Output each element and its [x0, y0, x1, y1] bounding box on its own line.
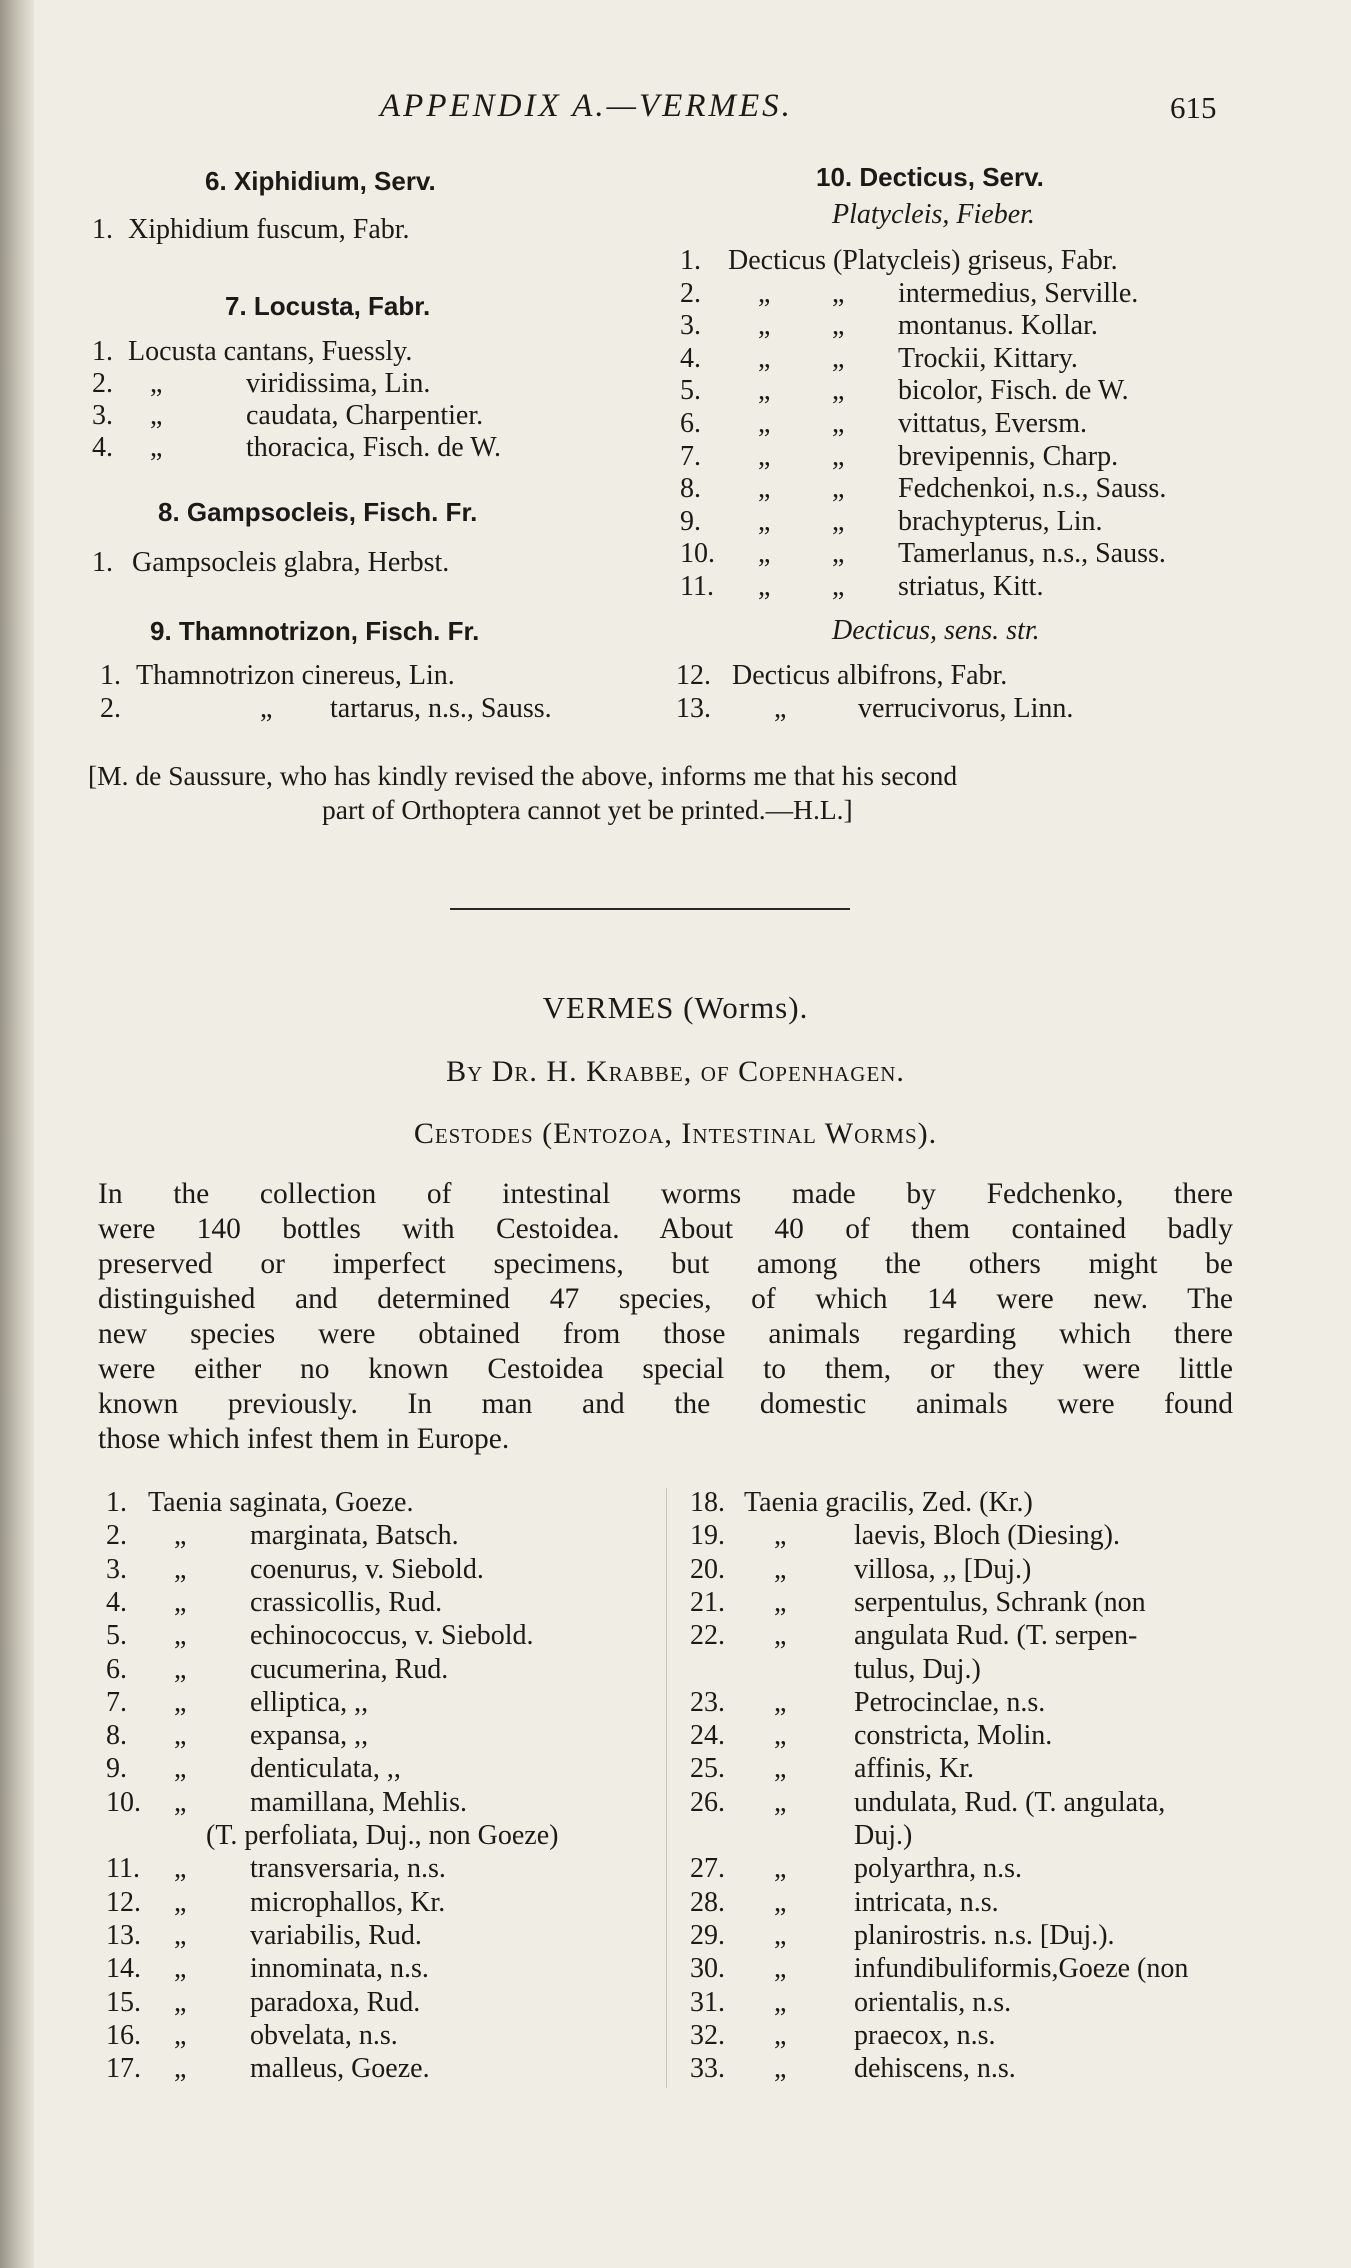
item-number: 4.: [680, 342, 701, 374]
item-text: vittatus, Eversm.: [898, 408, 1087, 439]
item-number: 11.: [680, 571, 714, 602]
ditto-mark: „: [260, 693, 273, 724]
ditto-mark: „: [150, 368, 163, 399]
item-number: 1.: [680, 245, 701, 276]
list-item: [690, 2053, 1280, 2087]
item-text: Thamnotrizon cinereus, Lin.: [136, 660, 455, 691]
item-number: 3.: [92, 400, 113, 431]
item-text: affinis, Kr.: [854, 1753, 975, 1785]
item-text: coenurus, v. Siebold.: [250, 1553, 484, 1585]
item-text: verrucivorus, Linn.: [858, 693, 1074, 724]
list-item: [106, 1887, 656, 1921]
item-number: 3.: [106, 1553, 127, 1585]
list-item: [106, 1587, 656, 1621]
list-item: [106, 1554, 656, 1588]
list-item: [680, 571, 1260, 605]
list-item: [92, 547, 652, 581]
ditto-mark: „: [774, 1986, 787, 2018]
list-item: [690, 1987, 1280, 2021]
list-item: [100, 693, 660, 727]
paragraph-line: known previously. In man and the domestic animals were found: [98, 1388, 1233, 1420]
item-number: 13.: [106, 1919, 141, 1951]
item-number: 33.: [690, 2053, 725, 2085]
list-item: [106, 1853, 656, 1887]
item-number: 5.: [106, 1620, 127, 1652]
ditto-mark: „: [150, 432, 163, 463]
item-number: 29.: [690, 1919, 725, 1951]
list-item: [106, 1920, 656, 1954]
list-item: [680, 441, 1260, 475]
item-number: 25.: [690, 1753, 725, 1785]
list-item: [106, 1987, 656, 2021]
item-number: 7.: [106, 1686, 127, 1718]
ditto-mark: „: [758, 571, 771, 602]
item-number: 1.: [92, 547, 113, 578]
ditto-mark: „: [174, 1520, 187, 1552]
item-number: 32.: [690, 2019, 725, 2051]
item-text: malleus, Goeze.: [250, 2053, 430, 2085]
list-item: [680, 473, 1260, 507]
genus-heading-locusta: 7. Locusta, Fabr.: [225, 291, 431, 321]
list-item: [106, 1687, 656, 1721]
list-item: [106, 1520, 656, 1554]
list-item: [676, 660, 1256, 694]
ditto-mark: „: [774, 1953, 787, 1985]
list-item: [92, 432, 652, 466]
item-number: 4.: [92, 432, 113, 463]
list-item: [690, 1587, 1280, 1621]
ditto-mark: „: [174, 1686, 187, 1718]
item-text: microphallos, Kr.: [250, 1886, 446, 1918]
ditto-mark: „: [758, 538, 771, 570]
list-item: [680, 538, 1260, 572]
ditto-mark: „: [774, 1686, 787, 1718]
item-text: marginata, Batsch.: [250, 1520, 459, 1552]
item-text: tartarus, n.s., Sauss.: [330, 693, 552, 724]
ditto-mark: „: [832, 538, 845, 570]
ditto-mark: „: [774, 1586, 787, 1618]
item-text: cucumerina, Rud.: [250, 1653, 449, 1685]
list-item: [690, 1820, 1280, 1854]
item-text: planirostris. n.s. [Duj.).: [854, 1919, 1115, 1951]
ditto-mark: „: [832, 571, 845, 602]
paragraph-line: were either no known Cestoidea special to them, or they were little: [98, 1353, 1233, 1385]
item-text: Decticus albifrons, Fabr.: [732, 660, 1008, 691]
ditto-mark: „: [832, 408, 845, 439]
item-number: 24.: [690, 1720, 725, 1752]
intro-paragraph: [98, 1177, 1233, 1457]
item-text: Fedchenkoi, n.s., Sauss.: [898, 473, 1167, 505]
item-number: 27.: [690, 1853, 725, 1885]
item-text: Petrocinclae, n.s.: [854, 1686, 1046, 1718]
ditto-mark: „: [174, 2053, 187, 2085]
item-text: constricta, Molin.: [854, 1720, 1053, 1752]
ditto-mark: „: [758, 408, 771, 439]
item-number: 17.: [106, 2053, 141, 2085]
ditto-mark: „: [174, 1919, 187, 1951]
item-text: undulata, Rud. (T. angulata,: [854, 1786, 1166, 1818]
item-number: 11.: [106, 1853, 140, 1885]
item-text: Gampsocleis glabra, Herbst.: [132, 547, 450, 578]
item-number: 14.: [106, 1953, 141, 1985]
item-text: viridissima, Lin.: [246, 368, 431, 399]
item-text: infundibuliformis,Goeze (non: [854, 1953, 1189, 1985]
ditto-mark: „: [774, 2019, 787, 2051]
ditto-mark: „: [774, 1919, 787, 1951]
item-number: 3.: [680, 310, 701, 342]
item-number: 1.: [92, 214, 113, 245]
item-text: brevipennis, Charp.: [898, 440, 1119, 472]
item-number: 12.: [676, 660, 711, 691]
item-number: 20.: [690, 1553, 725, 1585]
list-item: [690, 1687, 1280, 1721]
list-item: [690, 1920, 1280, 1954]
item-text: orientalis, n.s.: [854, 1986, 1012, 2018]
list-item: [106, 1787, 656, 1821]
list-item: [690, 1554, 1280, 1588]
column-divider: [666, 1488, 667, 2088]
item-text: innominata, n.s.: [250, 1953, 429, 1985]
item-number: 9.: [680, 505, 701, 537]
section-divider-rule: [450, 908, 850, 910]
item-number: 5.: [680, 375, 701, 407]
item-number: 2.: [106, 1520, 127, 1552]
item-text: striatus, Kitt.: [898, 571, 1044, 602]
item-number: 1.: [106, 1487, 127, 1518]
list-item: [680, 375, 1260, 409]
ditto-mark: „: [832, 277, 845, 309]
item-text: variabilis, Rud.: [250, 1919, 422, 1951]
list-item: [106, 2053, 656, 2087]
ditto-mark: „: [174, 1653, 187, 1685]
list-item: [92, 214, 652, 248]
editorial-note-line-2: part of Orthoptera cannot yet be printed.—H.L.]: [322, 794, 853, 825]
item-number: 1.: [92, 336, 113, 367]
list-item: [690, 2020, 1280, 2054]
ditto-mark: „: [174, 1720, 187, 1752]
list-item: [92, 336, 652, 370]
item-number: 2.: [92, 368, 113, 399]
ditto-mark: „: [832, 440, 845, 472]
ditto-mark: „: [832, 342, 845, 374]
genus-heading-thamnotrizon: 9. Thamnotrizon, Fisch. Fr.: [150, 616, 480, 646]
genus-heading-gampsocleis: 8. Gampsocleis, Fisch. Fr.: [158, 497, 478, 527]
item-text: Taenia gracilis, Zed. (Kr.): [744, 1487, 1033, 1518]
ditto-mark: „: [758, 440, 771, 472]
item-text: elliptica, ,,: [250, 1686, 369, 1718]
item-text: brachypterus, Lin.: [898, 505, 1103, 537]
list-item: [106, 1654, 656, 1688]
list-item: [690, 1887, 1280, 1921]
item-text: denticulata, ,,: [250, 1753, 401, 1785]
byline: By Dr. H. Krabbe, of Copenhagen.: [446, 1055, 905, 1088]
item-number: 6.: [106, 1653, 127, 1685]
ditto-mark: „: [174, 1953, 187, 1985]
item-text: Xiphidium fuscum, Fabr.: [128, 214, 410, 245]
ditto-mark: „: [758, 310, 771, 342]
ditto-mark: „: [150, 400, 163, 431]
item-text: Tamerlanus, n.s., Sauss.: [898, 538, 1166, 570]
list-item: [690, 1487, 1280, 1521]
list-item: [106, 1753, 656, 1787]
ditto-mark: „: [758, 342, 771, 374]
ditto-mark: „: [174, 1620, 187, 1652]
item-text: Locusta cantans, Fuessly.: [128, 336, 413, 367]
ditto-mark: „: [774, 1886, 787, 1918]
ditto-mark: „: [774, 1620, 787, 1652]
list-item: [690, 1720, 1280, 1754]
editorial-note-line-1: [M. de Saussure, who has kindly revised the above, informs me that his second: [88, 760, 958, 791]
paragraph-line: preserved or imperfect specimens, but among the others might be: [98, 1248, 1233, 1280]
item-text: laevis, Bloch (Diesing).: [854, 1520, 1120, 1552]
item-number: 7.: [680, 440, 701, 472]
list-item: [690, 1654, 1280, 1688]
ditto-mark: „: [174, 1886, 187, 1918]
ditto-mark: „: [758, 277, 771, 309]
item-number: 21.: [690, 1586, 725, 1618]
item-text: caudata, Charpentier.: [246, 400, 484, 431]
item-text: polyarthra, n.s.: [854, 1853, 1022, 1885]
ditto-mark: „: [774, 2053, 787, 2085]
item-number: 4.: [106, 1586, 127, 1618]
item-number: 30.: [690, 1953, 725, 1985]
list-item: [680, 278, 1260, 312]
ditto-mark: „: [774, 1753, 787, 1785]
ditto-mark: „: [174, 1853, 187, 1885]
paragraph-line: those which infest them in Europe.: [98, 1423, 510, 1455]
item-number: 8.: [106, 1720, 127, 1752]
list-item: [92, 400, 652, 434]
list-item: [106, 2020, 656, 2054]
ditto-mark: „: [774, 693, 787, 724]
subgenus-heading-decticus: Decticus, sens. str.: [832, 615, 1040, 646]
item-text: intricata, n.s.: [854, 1886, 999, 1918]
item-number: 22.: [690, 1620, 725, 1652]
item-text: mamillana, Mehlis.: [250, 1786, 467, 1818]
item-text: obvelata, n.s.: [250, 2019, 398, 2051]
genus-heading-decticus: 10. Decticus, Serv.: [816, 162, 1044, 192]
item-text: Trockii, Kittary.: [898, 342, 1078, 374]
item-text: expansa, ,,: [250, 1720, 369, 1752]
ditto-mark: „: [174, 1786, 187, 1818]
item-number: 2.: [680, 277, 701, 309]
item-text: dehiscens, n.s.: [854, 2053, 1016, 2085]
list-item: [676, 693, 1256, 727]
item-number: 8.: [680, 473, 701, 505]
item-text: echinococcus, v. Siebold.: [250, 1620, 534, 1652]
item-text: intermedius, Serville.: [898, 277, 1139, 309]
item-text: Duj.): [854, 1820, 913, 1851]
list-item: [680, 245, 1260, 279]
item-number: 1.: [100, 660, 121, 691]
ditto-mark: „: [774, 1720, 787, 1752]
running-head: APPENDIX A.—VERMES.: [380, 88, 793, 124]
item-text: crassicollis, Rud.: [250, 1586, 443, 1618]
list-item: [680, 343, 1260, 377]
ditto-mark: „: [832, 375, 845, 407]
ditto-mark: „: [174, 1986, 187, 2018]
list-item: [690, 1853, 1280, 1887]
list-item: [106, 1620, 656, 1654]
ditto-mark: „: [174, 1753, 187, 1785]
item-number: 19.: [690, 1520, 725, 1552]
item-number: 6.: [680, 408, 701, 439]
item-text: bicolor, Fisch. de W.: [898, 375, 1129, 407]
list-item: [680, 506, 1260, 540]
item-text: angulata Rud. (T. serpen-: [854, 1620, 1138, 1652]
paragraph-line: distinguished and determined 47 species, of which 14 were new. The: [98, 1283, 1233, 1315]
list-item: [100, 660, 660, 694]
item-text: Decticus (Platycleis) griseus, Fabr.: [728, 245, 1118, 276]
ditto-mark: „: [758, 473, 771, 505]
item-text: villosa, ,, [Duj.): [854, 1553, 1032, 1585]
paragraph-line: In the collection of intestinal worms made by Fedchenko, there: [98, 1178, 1233, 1210]
item-number: 10.: [680, 538, 715, 570]
list-item: [690, 1520, 1280, 1554]
ditto-mark: „: [174, 1586, 187, 1618]
ditto-mark: „: [774, 1520, 787, 1552]
ditto-mark: „: [832, 310, 845, 342]
item-number: 12.: [106, 1886, 141, 1918]
item-number: 13.: [676, 693, 711, 724]
ditto-mark: „: [832, 505, 845, 537]
list-item: [690, 1787, 1280, 1821]
ditto-mark: „: [774, 1786, 787, 1818]
list-item: [106, 1953, 656, 1987]
ditto-mark: „: [758, 375, 771, 407]
list-item: [680, 408, 1260, 442]
section-subtitle: Cestodes (Entozoa, Intestinal Worms).: [413, 1117, 938, 1150]
paragraph-line: were 140 bottles with Cestoidea. About 40 of them contained badly: [98, 1213, 1233, 1245]
page-number: 615: [1170, 90, 1217, 125]
item-text: Taenia saginata, Goeze.: [148, 1487, 414, 1518]
list-item: [690, 1620, 1280, 1654]
ditto-mark: „: [832, 473, 845, 505]
item-number: 9.: [106, 1753, 127, 1785]
item-text: montanus. Kollar.: [898, 310, 1098, 342]
ditto-mark: „: [758, 505, 771, 537]
list-item: [106, 1720, 656, 1754]
genus-heading-xiphidium: 6. Xiphidium, Serv.: [205, 166, 436, 196]
item-text: thoracica, Fisch. de W.: [246, 432, 502, 463]
item-number: 26.: [690, 1786, 725, 1818]
list-item: [690, 1953, 1280, 1987]
item-text: serpentulus, Schrank (non: [854, 1586, 1146, 1618]
item-number: 2.: [100, 693, 121, 724]
ditto-mark: „: [174, 1553, 187, 1585]
list-item: [106, 1487, 656, 1521]
item-number: 18.: [690, 1487, 725, 1518]
item-text: paradoxa, Rud.: [250, 1986, 421, 2018]
subgenus-heading-platycleis: Platycleis, Fieber.: [832, 199, 1035, 230]
ditto-mark: „: [774, 1553, 787, 1585]
item-number: 28.: [690, 1886, 725, 1918]
paragraph-line: new species were obtained from those animals regarding which there: [98, 1318, 1233, 1350]
item-number: 23.: [690, 1686, 725, 1718]
list-item: [690, 1753, 1280, 1787]
item-number: 10.: [106, 1786, 141, 1818]
ditto-mark: „: [774, 1853, 787, 1885]
item-text: transversaria, n.s.: [250, 1853, 446, 1885]
list-item: [92, 368, 652, 402]
ditto-mark: „: [174, 2019, 187, 2051]
item-number: 31.: [690, 1986, 725, 2018]
list-item: [106, 1820, 656, 1854]
item-text: praecox, n.s.: [854, 2019, 996, 2051]
item-text: tulus, Duj.): [854, 1653, 981, 1685]
item-number: 16.: [106, 2019, 141, 2051]
list-item: [680, 310, 1260, 344]
section-title: VERMES (Worms).: [542, 990, 809, 1025]
item-number: 15.: [106, 1986, 141, 2018]
item-text: (T. perfoliata, Duj., non Goeze): [206, 1820, 559, 1851]
